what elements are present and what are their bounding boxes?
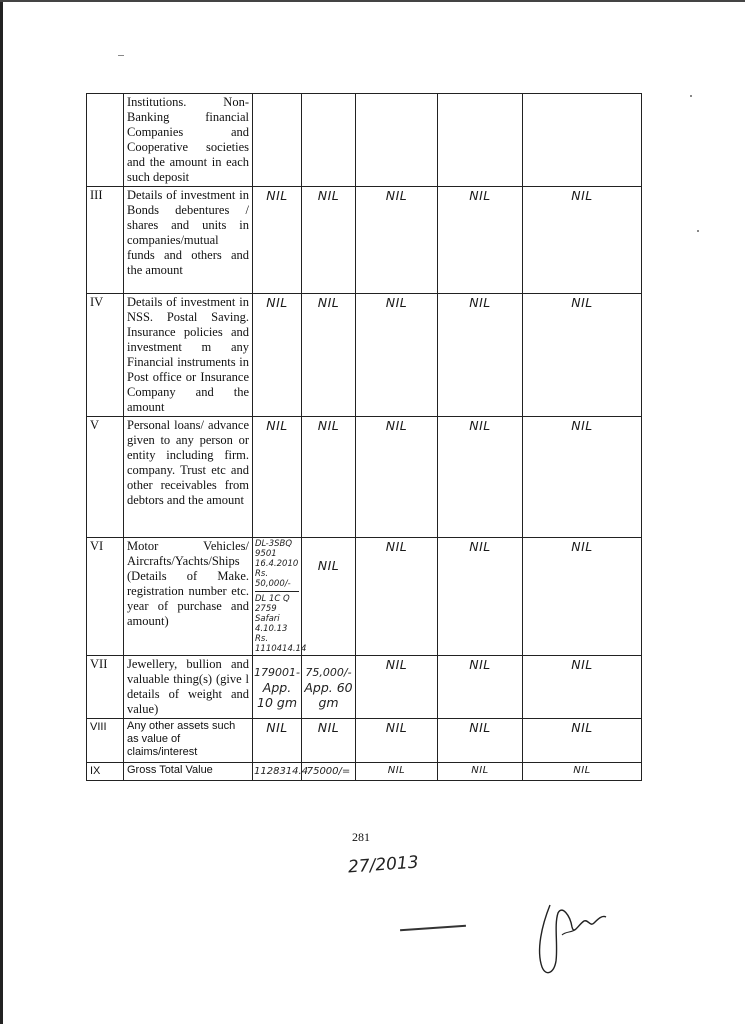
row-description: Institutions. Non-Banking financial Companies and Cooperative societies and the amount in each such deposit <box>124 94 253 187</box>
jewellery-value: 179001- <box>254 665 300 679</box>
table-row <box>87 538 642 656</box>
row-number: VI <box>87 538 124 656</box>
value-cell: NIL <box>356 656 438 719</box>
row-number: VIII <box>87 719 124 763</box>
jewellery-weight: App. 10 gm <box>257 679 297 710</box>
value-cell: NIL <box>438 294 523 417</box>
value-cell: NIL <box>356 763 438 781</box>
scan-top-edge <box>0 0 745 2</box>
scan-speck <box>690 95 692 97</box>
gross-total-value: 1128314.4 <box>253 763 302 781</box>
vehicle-registration: DL 1C Q 2759 <box>255 594 290 614</box>
value-cell: NIL <box>356 417 438 538</box>
row-number: IV <box>87 294 124 417</box>
value-cell: NIL <box>253 417 302 538</box>
value-cell: NIL <box>438 538 523 656</box>
row-description: Details of investment in NSS. Postal Saving. Insurance policies and investment m any Financial instruments in Post office or Insurance Company and the amount <box>124 294 253 417</box>
row-number <box>87 94 124 187</box>
table-row <box>87 94 642 187</box>
vehicle-details-cell <box>253 538 307 656</box>
value-cell: NIL <box>523 538 642 656</box>
vehicle-make: Safari <box>255 614 280 624</box>
value-cell: NIL <box>302 719 356 763</box>
value-cell <box>438 94 523 187</box>
value-cell: NIL <box>523 417 642 538</box>
row-description: Gross Total Value <box>124 763 253 781</box>
vehicle-amount: Rs. 50,000/- <box>255 569 291 589</box>
vehicle-entry <box>255 539 299 592</box>
row-description: Any other assets such as value of claims/interest <box>124 719 253 763</box>
value-cell: NIL <box>523 719 642 763</box>
jewellery-value: 75,000/- <box>305 665 352 679</box>
table-row <box>87 417 642 538</box>
value-cell: NIL <box>302 294 356 417</box>
row-number: V <box>87 417 124 538</box>
vehicle-purchase-date: 16.4.2010 <box>255 559 299 569</box>
value-cell: NIL <box>302 538 356 656</box>
scan-speck <box>118 55 124 56</box>
value-cell: NIL <box>253 187 302 294</box>
value-cell: NIL <box>523 763 642 781</box>
row-number: III <box>87 187 124 294</box>
value-cell: NIL <box>302 417 356 538</box>
scan-left-edge <box>0 0 3 1024</box>
vehicle-purchase-date: 4.10.13 <box>255 624 288 634</box>
row-description: Motor Vehicles/ Aircrafts/Yachts/Ships (Details of Make. registration number etc. year of purchase and amount) <box>124 538 253 656</box>
value-cell: NIL <box>356 187 438 294</box>
table-row <box>87 656 642 719</box>
value-cell: NIL <box>438 763 523 781</box>
value-cell: NIL <box>356 538 438 656</box>
handwritten-signature <box>532 895 622 980</box>
value-cell: NIL <box>438 719 523 763</box>
page-number: 281 <box>352 830 370 844</box>
value-cell: NIL <box>523 187 642 294</box>
value-cell: NIL <box>523 294 642 417</box>
vehicle-entry <box>255 594 307 654</box>
value-cell <box>523 94 642 187</box>
scan-speck <box>697 230 699 232</box>
handwritten-date: 27/2013 <box>347 852 420 878</box>
value-cell: NIL <box>356 294 438 417</box>
value-cell <box>356 94 438 187</box>
row-number: IX <box>87 763 124 781</box>
row-description: Personal loans/ advance given to any person or entity including firm. company. Trust etc and other receivables from debtors and the amount <box>124 417 253 538</box>
signature-underline <box>400 925 466 932</box>
jewellery-spouse-cell <box>302 656 356 719</box>
jewellery-weight: App. 60 gm <box>304 679 353 710</box>
value-cell: NIL <box>356 719 438 763</box>
vehicle-registration: DL-3SBQ <box>255 539 293 549</box>
value-cell: NIL <box>438 656 523 719</box>
vehicle-amount: Rs. 1110414.14 <box>255 634 307 654</box>
table-row <box>87 763 642 781</box>
table-row <box>87 187 642 294</box>
value-cell: NIL <box>302 187 356 294</box>
value-cell <box>253 94 302 187</box>
value-cell: NIL <box>253 294 302 417</box>
value-cell: NIL <box>253 719 302 763</box>
row-description: Details of investment in Bonds debentures / shares and units in companies/mutual funds and others and the amount <box>124 187 253 294</box>
value-cell <box>302 94 356 187</box>
value-cell: NIL <box>523 656 642 719</box>
value-cell: NIL <box>438 187 523 294</box>
row-description: Jewellery, bullion and valuable thing(s) (give l details of weight and value) <box>124 656 253 719</box>
table-row <box>87 294 642 417</box>
assets-table <box>86 93 642 781</box>
value-cell: NIL <box>438 417 523 538</box>
table-row <box>87 719 642 763</box>
vehicle-number: 9501 <box>255 549 277 559</box>
jewellery-self-cell <box>253 656 302 719</box>
row-number: VII <box>87 656 124 719</box>
gross-total-value: 75000/= <box>302 763 356 781</box>
